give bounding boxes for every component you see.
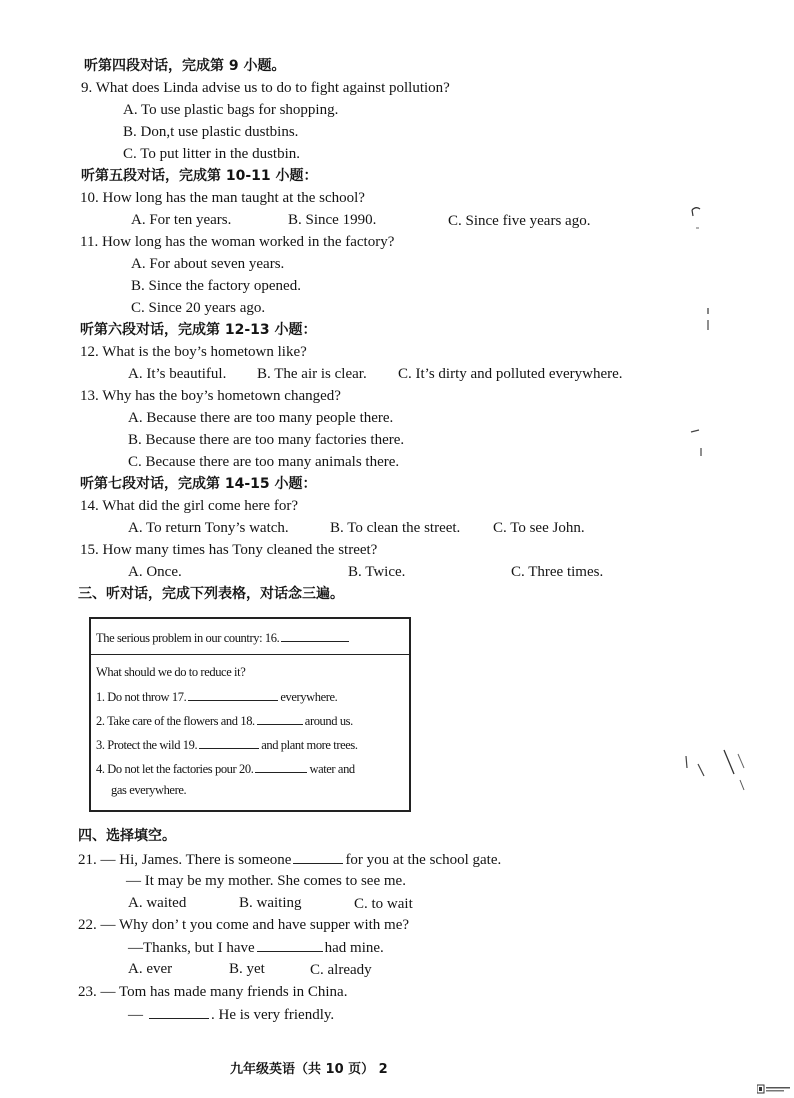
question-21-option-c: C. to wait	[354, 896, 413, 912]
question-12-option-c: C. It’s dirty and polluted everywhere.	[398, 366, 623, 382]
question-12-stem: 12. What is the boy’s hometown like?	[80, 344, 307, 360]
question-21-line-1	[78, 849, 501, 870]
question-10-option-b: B. Since 1990.	[288, 212, 377, 228]
question-11-option-a: A. For about seven years.	[131, 256, 285, 272]
question-23-line-2-post: . He is very friendly.	[211, 1007, 335, 1023]
question-12-option-b: B. The air is clear.	[257, 366, 367, 382]
table-row-1-pre: 1. Do not throw 17.	[96, 690, 187, 704]
question-13-option-c: C. Because there are too many animals there.	[128, 454, 400, 470]
scanner-logo-icon	[757, 1084, 791, 1094]
table-subhead: What should we do to reduce it?	[96, 665, 246, 679]
table-row-1-post: everywhere.	[280, 690, 338, 704]
section-heading-4: 听第四段对话，完成第 9 小题。	[84, 58, 286, 74]
scan-mark-2	[690, 300, 720, 340]
question-23-line-1: 23. — Tom has made many friends in China.	[78, 984, 348, 1000]
scan-mark-3	[685, 420, 715, 470]
question-10-option-c: C. Since five years ago.	[448, 213, 591, 229]
table-row-4	[96, 758, 355, 778]
question-9-option-c: C. To put litter in the dustbin.	[123, 146, 301, 162]
blank-22[interactable]	[257, 937, 323, 952]
question-23-line-2-pre: —	[128, 1007, 143, 1023]
question-11-option-b: B. Since the factory opened.	[131, 278, 301, 294]
question-15-option-b: B. Twice.	[348, 564, 406, 580]
table-row-3-post: and plant more trees.	[261, 738, 358, 752]
table-header-label: The serious problem in our country: 16.	[96, 631, 280, 645]
question-13-option-b: B. Because there are too many factories there.	[128, 432, 405, 448]
blank-16[interactable]	[281, 627, 349, 642]
question-10-option-a: A. For ten years.	[131, 212, 232, 228]
blank-18[interactable]	[257, 710, 303, 725]
question-10-stem: 10. How long has the man taught at the school?	[80, 190, 365, 206]
table-row-4-post: water and	[309, 762, 355, 776]
blank-20[interactable]	[255, 758, 307, 773]
question-13-stem: 13. Why has the boy’s hometown changed?	[80, 388, 341, 404]
question-12-option-a: A. It’s beautiful.	[128, 366, 227, 382]
question-22-line-2	[128, 937, 384, 958]
blank-17[interactable]	[188, 686, 278, 701]
blank-21[interactable]	[293, 849, 343, 864]
question-9-stem: 9. What does Linda advise us to do to fight against pollution?	[81, 80, 450, 96]
question-21-line-1-post: for you at the school gate.	[345, 852, 502, 868]
question-21-line-2: — It may be my mother. She comes to see me.	[126, 873, 406, 889]
blank-23[interactable]	[149, 1004, 209, 1019]
question-21-line-1-pre: 21. — Hi, James. There is someone	[78, 852, 292, 868]
question-21-option-b: B. waiting	[239, 895, 302, 911]
question-15-stem: 15. How many times has Tony cleaned the street?	[80, 542, 378, 558]
table-row-2-pre: 2. Take care of the flowers and 18.	[96, 714, 255, 728]
part-3-heading: 三、听对话，完成下列表格，对话念三遍。	[78, 586, 344, 602]
question-14-option-a: A. To return Tony’s watch.	[128, 520, 289, 536]
question-9-option-b: B. Don,t use plastic dustbins.	[123, 124, 299, 140]
question-14-option-c: C. To see John.	[493, 520, 585, 536]
question-22-option-a: A. ever	[128, 961, 173, 977]
question-14-stem: 14. What did the girl come here for?	[80, 498, 298, 514]
question-22-line-2-pre: —Thanks, but I have	[128, 940, 255, 956]
table-row-2	[96, 710, 353, 730]
table-row-3	[96, 734, 358, 754]
scan-mark-1	[680, 200, 720, 250]
section-heading-6: 听第六段对话，完成第 12-13 小题：	[80, 322, 317, 338]
page-footer: 九年级英语（共 10 页） 2	[230, 1062, 388, 1077]
part-4-heading: 四、选择填空。	[78, 828, 176, 844]
question-11-stem: 11. How long has the woman worked in the factory?	[80, 234, 395, 250]
blank-19[interactable]	[199, 734, 259, 749]
question-22-option-c: C. already	[310, 962, 372, 978]
question-9-option-a: A. To use plastic bags for shopping.	[123, 102, 339, 118]
table-row-2-post: around us.	[304, 714, 353, 728]
question-21-option-a: A. waited	[128, 895, 187, 911]
table-row-3-pre: 3. Protect the wild 19.	[96, 738, 198, 752]
question-15-option-a: A. Once.	[128, 564, 182, 580]
question-11-option-c: C. Since 20 years ago.	[131, 300, 266, 316]
scan-mark-4	[676, 740, 766, 800]
question-22-option-b: B. yet	[229, 961, 265, 977]
question-23-line-2	[128, 1004, 334, 1025]
fill-in-table	[89, 617, 411, 812]
question-22-line-2-post: had mine.	[324, 940, 384, 956]
table-row-4-continued: gas everywhere.	[111, 783, 187, 797]
section-heading-5: 听第五段对话，完成第 10-11 小题：	[81, 168, 318, 184]
table-row-1	[96, 686, 337, 706]
question-15-option-c: C. Three times.	[511, 564, 604, 580]
question-13-option-a: A. Because there are too many people there.	[128, 410, 394, 426]
table-header	[96, 627, 351, 647]
question-14-option-b: B. To clean the street.	[330, 520, 461, 536]
table-row-4-pre: 4. Do not let the factories pour 20.	[96, 762, 254, 776]
section-heading-7: 听第七段对话，完成第 14-15 小题：	[80, 476, 317, 492]
question-22-line-1: 22. — Why don’ t you come and have supper with me?	[78, 917, 410, 933]
